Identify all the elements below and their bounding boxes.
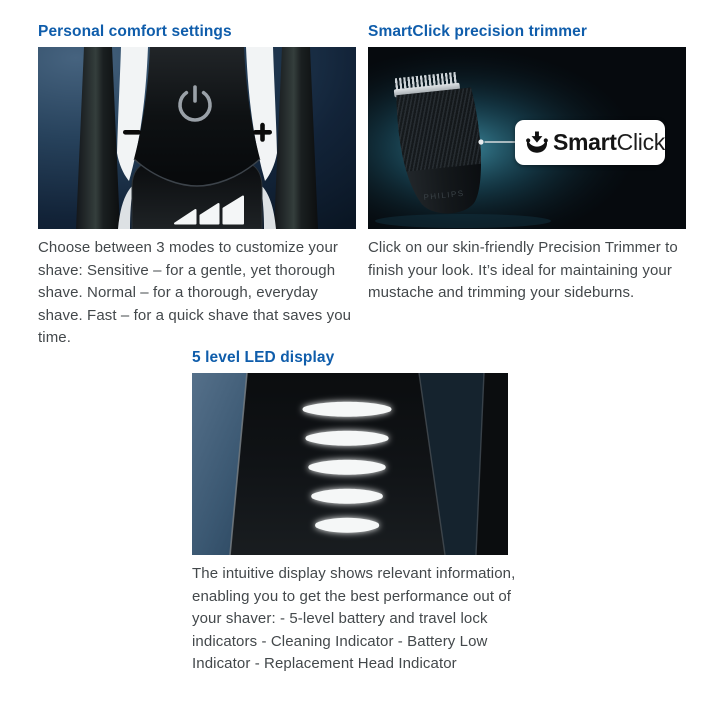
smartclick-attach-icon	[524, 128, 550, 158]
shaver-upper-body	[134, 47, 260, 186]
led-display-illustration	[192, 373, 508, 555]
feature-title-led-display: 5 level LED display	[192, 349, 335, 366]
smartclick-badge-label	[553, 129, 665, 156]
feature-smartclick-trimmer	[368, 24, 686, 305]
feature-led-display	[192, 350, 526, 676]
floor-reflection	[375, 214, 551, 228]
badge-label-click: Click	[616, 129, 665, 155]
smartclick-badge	[515, 120, 665, 165]
led-display-description: The intuitive display shows relevant information, enabling you to get the best performance out of your shaver: - 5-level battery and travel lock indicators - Cleaning Indicator - Battery Low Indicator - Replacement Head Indicator	[192, 565, 516, 672]
connector-dot	[478, 139, 483, 144]
minus-icon	[123, 130, 141, 135]
feature-title-personal-comfort: Personal comfort settings	[38, 23, 232, 40]
personal-comfort-image	[38, 47, 356, 229]
feature-personal-comfort	[38, 24, 356, 350]
smartclick-description: Click on our skin-friendly Precision Trimmer to finish your look. It’s ideal for maintaining your mustache and trimming your sideburns.	[368, 239, 678, 301]
shaver-controls-illustration	[38, 47, 356, 229]
smartclick-image	[368, 47, 686, 229]
led-display-image	[192, 373, 508, 555]
feature-title-smartclick: SmartClick precision trimmer	[368, 23, 588, 40]
personal-comfort-description: Choose between 3 modes to customize your shave: Sensitive – for a gentle, yet thorough shave. Normal – for a thorough, everyday shave. Fast – for a quick shave that saves you time.	[38, 239, 352, 346]
badge-label-smart: Smart	[552, 129, 617, 155]
philips-brand-text: PHILIPS	[423, 188, 466, 202]
